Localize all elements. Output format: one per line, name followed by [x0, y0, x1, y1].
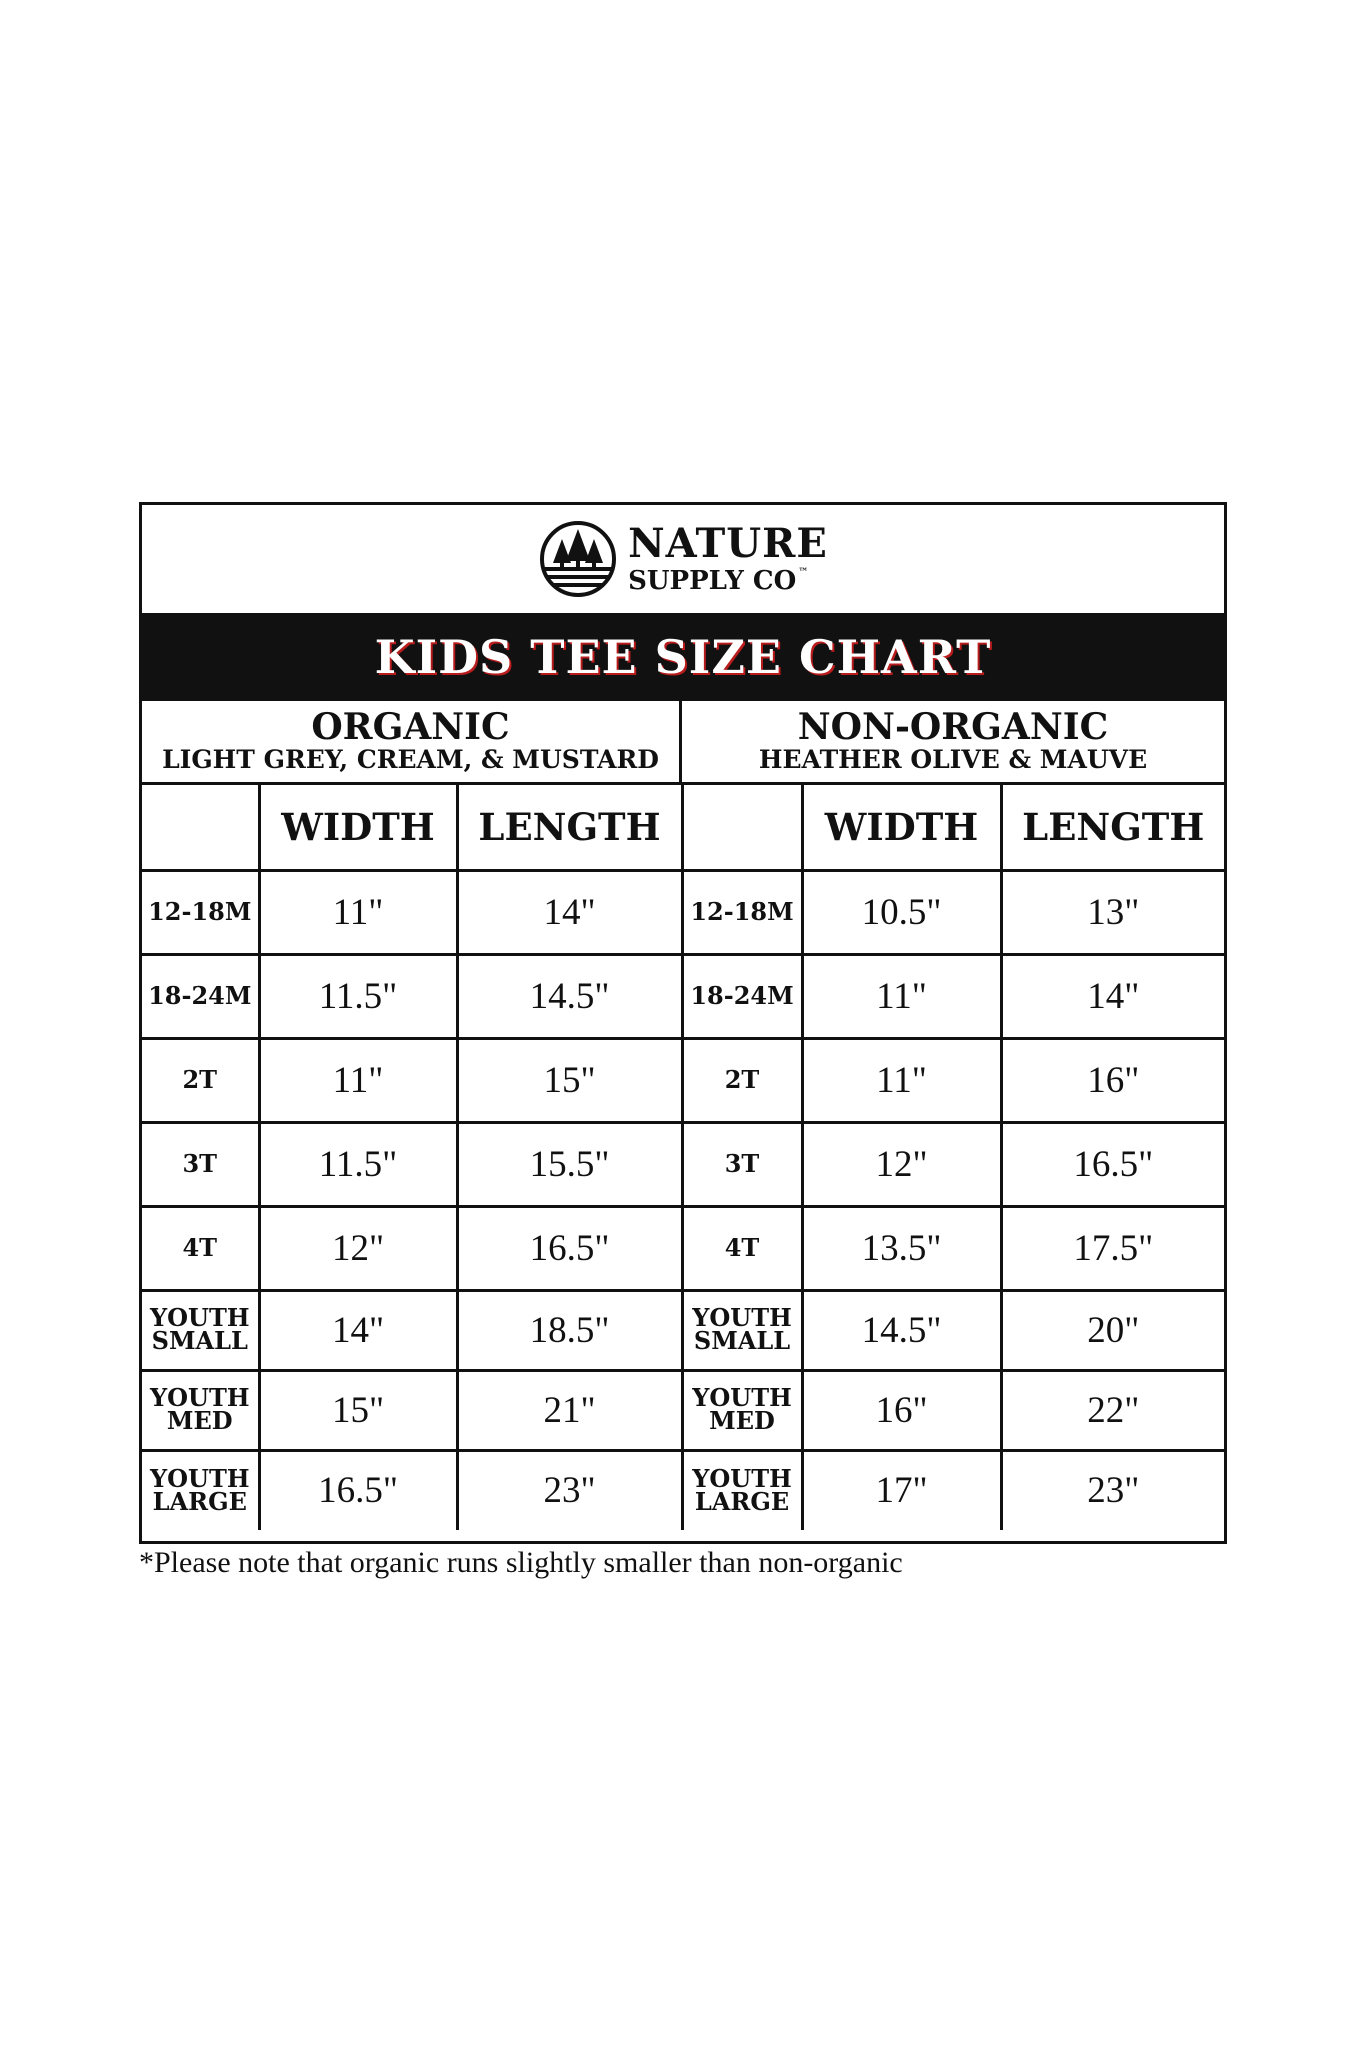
size-label: YOUTH SMALL — [142, 1290, 259, 1370]
chart-title: KIDS TEE SIZE CHART — [374, 630, 992, 684]
organic-length: 23" — [457, 1450, 682, 1530]
title-bar — [142, 613, 1224, 701]
size-label: YOUTH MED — [682, 1370, 802, 1450]
size-table — [142, 785, 1224, 1530]
organic-length: 16.5" — [457, 1206, 682, 1290]
organic-width: 11.5" — [259, 954, 457, 1038]
size-label: 2T — [142, 1038, 259, 1122]
non-organic-length: 13" — [1001, 870, 1224, 954]
organic-length: 21" — [457, 1370, 682, 1450]
size-label: 12-18M — [142, 870, 259, 954]
non-organic-length: 16.5" — [1001, 1122, 1224, 1206]
column-header-length: LENGTH — [457, 785, 682, 870]
organic-width: 11" — [259, 1038, 457, 1122]
size-label: 2T — [682, 1038, 802, 1122]
size-label: YOUTH LARGE — [142, 1450, 259, 1530]
brand-name: NATURE — [628, 520, 828, 567]
non-organic-width: 12" — [802, 1122, 1001, 1206]
non-organic-width: 11" — [802, 954, 1001, 1038]
organic-width: 12" — [259, 1206, 457, 1290]
table-row — [142, 1290, 1224, 1370]
size-label: 18-24M — [682, 954, 802, 1038]
size-label: 4T — [142, 1206, 259, 1290]
size-label: 12-18M — [682, 870, 802, 954]
size-chart — [139, 502, 1227, 1544]
column-header-length: LENGTH — [1001, 785, 1224, 870]
non-organic-width: 10.5" — [802, 870, 1001, 954]
brand-wordmark — [628, 520, 828, 596]
empty-header-cell — [682, 785, 802, 870]
table-row — [142, 1450, 1224, 1530]
table-row — [142, 1038, 1224, 1122]
trademark-mark: ™ — [798, 567, 809, 578]
pine-trees-logo-icon — [538, 519, 618, 599]
organic-width: 11" — [259, 870, 457, 954]
table-row — [142, 1370, 1224, 1450]
group-colors: LIGHT GREY, CREAM, & MUSTARD — [162, 745, 659, 775]
organic-length: 14.5" — [457, 954, 682, 1038]
non-organic-width: 14.5" — [802, 1290, 1001, 1370]
organic-width: 16.5" — [259, 1450, 457, 1530]
footnote: *Please note that organic runs slightly smaller than non-organic — [139, 1546, 903, 1579]
group-header-organic — [142, 701, 682, 785]
non-organic-length: 16" — [1001, 1038, 1224, 1122]
organic-width: 15" — [259, 1370, 457, 1450]
non-organic-width: 17" — [802, 1450, 1001, 1530]
organic-width: 11.5" — [259, 1122, 457, 1206]
non-organic-length: 17.5" — [1001, 1206, 1224, 1290]
size-label: 4T — [682, 1206, 802, 1290]
group-colors: HEATHER OLIVE & MAUVE — [758, 745, 1148, 775]
column-header-width: WIDTH — [259, 785, 457, 870]
non-organic-width: 13.5" — [802, 1206, 1001, 1290]
brand-header — [142, 505, 1224, 613]
non-organic-length: 14" — [1001, 954, 1224, 1038]
group-header-non-organic — [682, 701, 1224, 785]
size-label: YOUTH MED — [142, 1370, 259, 1450]
size-label: YOUTH LARGE — [682, 1450, 802, 1530]
non-organic-length: 23" — [1001, 1450, 1224, 1530]
organic-length: 15.5" — [457, 1122, 682, 1206]
table-header-row — [142, 785, 1224, 870]
group-name: NON-ORGANIC — [797, 706, 1109, 749]
non-organic-width: 16" — [802, 1370, 1001, 1450]
organic-length: 18.5" — [457, 1290, 682, 1370]
table-row — [142, 870, 1224, 954]
non-organic-length: 20" — [1001, 1290, 1224, 1370]
non-organic-width: 11" — [802, 1038, 1001, 1122]
size-label: 3T — [142, 1122, 259, 1206]
table-row — [142, 1122, 1224, 1206]
organic-width: 14" — [259, 1290, 457, 1370]
organic-length: 15" — [457, 1038, 682, 1122]
non-organic-length: 22" — [1001, 1370, 1224, 1450]
column-header-width: WIDTH — [802, 785, 1001, 870]
brand-subname: SUPPLY CO ™ — [628, 566, 809, 596]
empty-header-cell — [142, 785, 259, 870]
group-name: ORGANIC — [311, 706, 510, 749]
table-row — [142, 1206, 1224, 1290]
size-label: 18-24M — [142, 954, 259, 1038]
size-label: 3T — [682, 1122, 802, 1206]
size-label: YOUTH SMALL — [682, 1290, 802, 1370]
organic-length: 14" — [457, 870, 682, 954]
table-row — [142, 954, 1224, 1038]
